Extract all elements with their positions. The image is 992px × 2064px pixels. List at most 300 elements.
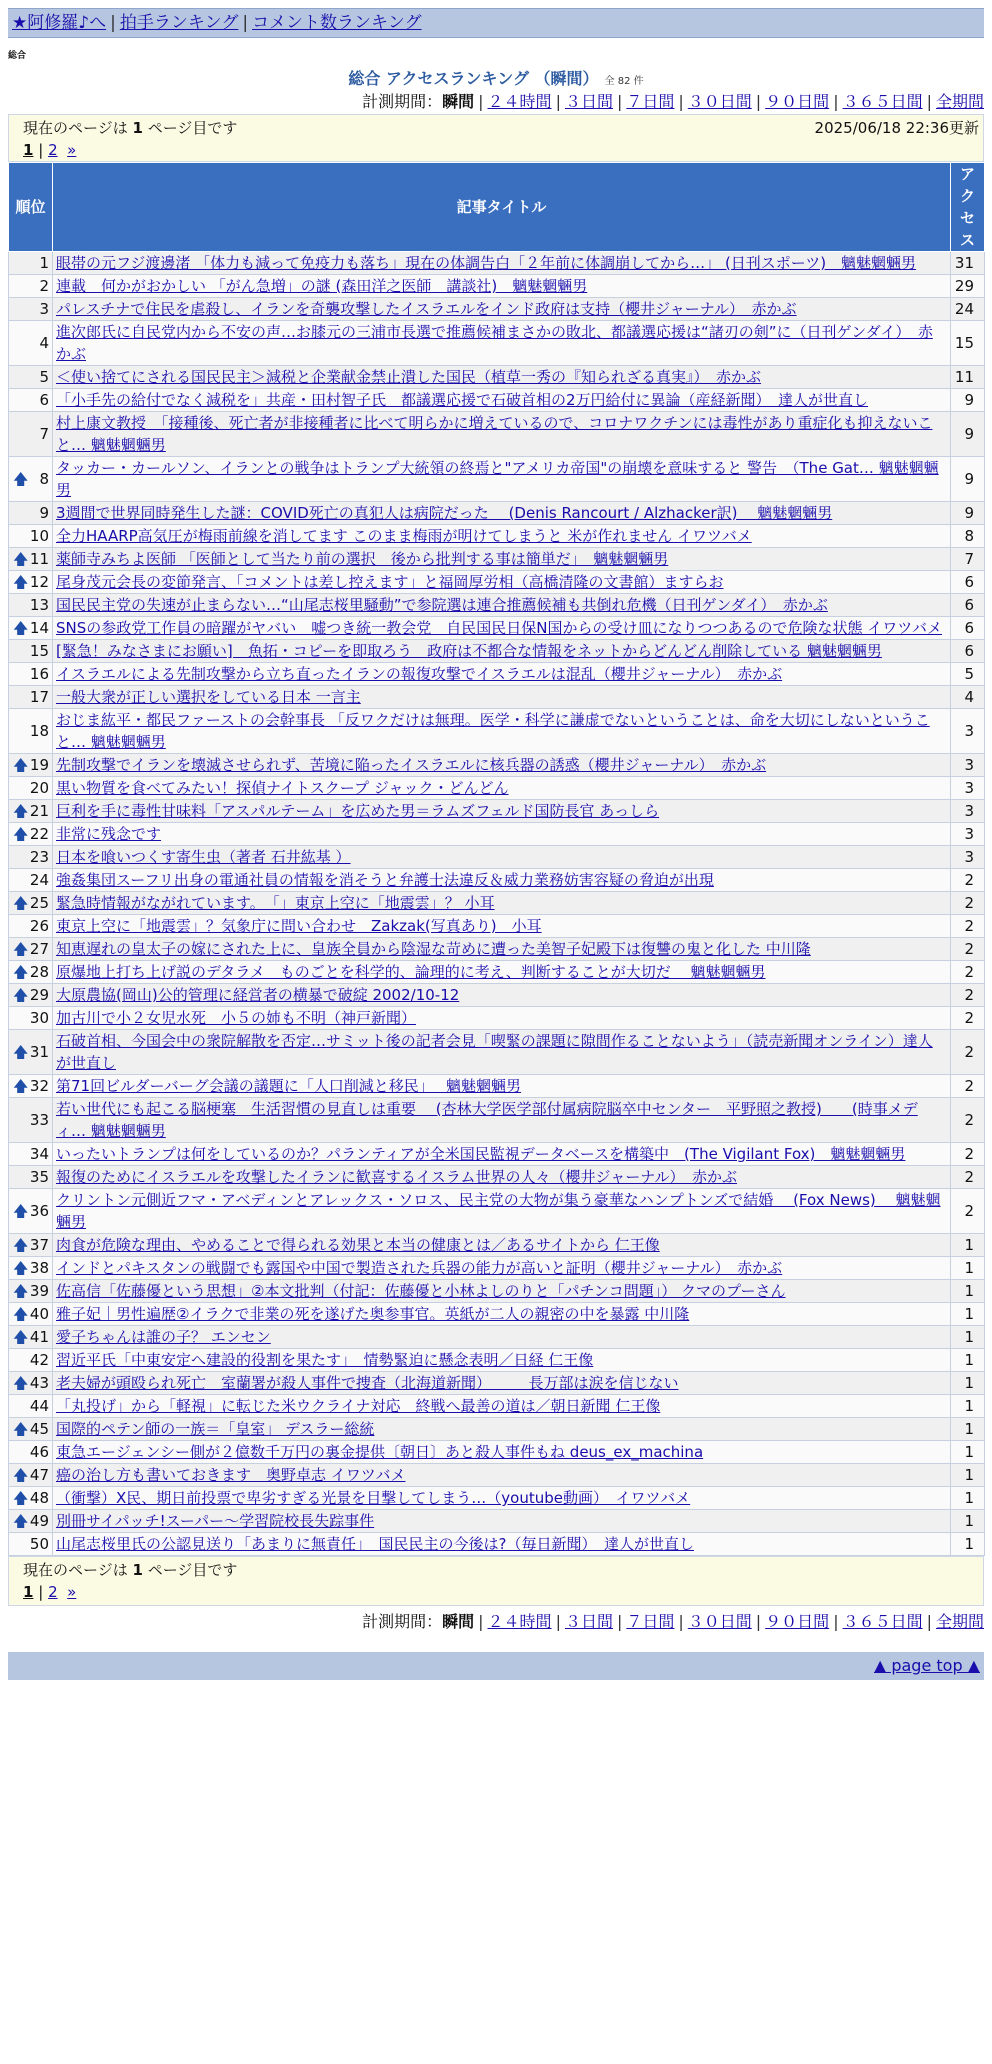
table-row xyxy=(9,1075,985,1098)
page-top-link[interactable]: ▲ page top ▲ xyxy=(873,1656,980,1675)
table-row xyxy=(9,1510,985,1533)
top-nav xyxy=(8,8,984,38)
access-count: 3 xyxy=(951,709,985,754)
rank-cell xyxy=(9,594,53,617)
page-number: 1 xyxy=(132,119,143,137)
rank-cell xyxy=(9,275,53,298)
up-arrow-icon: 🡅 xyxy=(13,1420,29,1438)
rank-cell xyxy=(9,321,53,366)
access-count: 31 xyxy=(951,252,985,275)
table-row xyxy=(9,298,985,321)
title-cell xyxy=(53,1487,951,1510)
article-link[interactable]: イスラエルによる先制攻撃から立ち直ったイランの報復攻撃でイスラエルは混乱（櫻井ジャーナル） 赤かぶ xyxy=(56,665,783,683)
table-row xyxy=(9,869,985,892)
article-link[interactable]: SNSの参政党工作員の暗躍がヤバい 嘘つき統一教会党 自民国民日保N国からの受け皿になりつつあるので危険な状態 イワツバメ xyxy=(56,619,942,637)
article-link[interactable]: 進次郎氏に自民党内から不安の声…お膝元の三浦市長選で推薦候補まさかの敗北、都議選応援は“諸刃の剣”に（日刊ゲンダイ） 赤かぶ xyxy=(56,323,933,363)
rank-number: 45 xyxy=(29,1420,49,1438)
period-separator: | xyxy=(833,1612,839,1631)
article-link[interactable]: 報復のためにイスラエルを攻撃したイランに歓喜するイスラム世界の人々（櫻井ジャーナル） 赤かぶ xyxy=(56,1168,738,1186)
title-cell xyxy=(53,915,951,938)
rank-cell xyxy=(9,915,53,938)
article-link[interactable]: 石破首相、今国会中の衆院解散を否定…サミット後の記者会見「喫緊の課題に隙間作ることないよう」（読売新聞オンライン）達人が世直し xyxy=(56,1032,933,1072)
period-separator: | xyxy=(926,92,932,111)
rank-number: 5 xyxy=(39,368,49,386)
access-count: 3 xyxy=(951,800,985,823)
title-cell xyxy=(53,846,951,869)
title-cell xyxy=(53,1303,951,1326)
pager-separator: | xyxy=(38,1583,44,1601)
period-separator: | xyxy=(755,92,762,111)
article-link[interactable]: 巨利を手に毒性甘味料「アスパルテーム」を広めた男＝ラムズフェルド国防長官 あっしら xyxy=(56,802,660,820)
rank-cell xyxy=(9,777,53,800)
rank-number: 47 xyxy=(29,1466,49,1484)
article-link[interactable]: 愛子ちゃんは誰の子？ エンセン xyxy=(56,1328,271,1346)
rank-cell xyxy=(9,984,53,1007)
article-link[interactable]: クリントン元側近フマ・アベディンとアレックス・ソロス、民主党の大物が集う豪華なハンプトンズで結婚 (Fox News) 魑魅魍魎男 xyxy=(56,1191,941,1231)
article-link[interactable]: 「小手先の給付でなく減税を」共産・田村智子氏 都議選応援で石破首相の2万円給付に異論（産経新聞） 達人が世直し xyxy=(56,391,869,409)
title-cell xyxy=(53,663,951,686)
table-row xyxy=(9,1395,985,1418)
table-row xyxy=(9,389,985,412)
table-row xyxy=(9,1418,985,1441)
title-cell xyxy=(53,366,951,389)
home-link[interactable]: ★阿修羅♪へ xyxy=(12,13,107,33)
period-separator: | xyxy=(833,92,839,111)
rank-cell xyxy=(9,663,53,686)
up-arrow-icon: 🡅 xyxy=(13,619,29,637)
period-link-365d[interactable]: ３６５日間 xyxy=(842,1612,923,1631)
page-prefix: 現在のページは xyxy=(23,1561,128,1579)
page-info-top xyxy=(8,114,984,162)
title-cell xyxy=(53,892,951,915)
article-link[interactable]: 黒い物質を食べてみたい！探偵ナイトスクープ ジャック・どんどん xyxy=(56,779,509,797)
access-count: 2 xyxy=(951,869,985,892)
rank-number: 42 xyxy=(29,1351,49,1369)
up-arrow-icon: 🡅 xyxy=(13,825,29,843)
article-link[interactable]: 若い世代にも起こる脳梗塞 生活習慣の見直しは重要 (杏林大学医学部付属病院脳卒中センター 平野照之教授) (時事メディ… 魑魅魍魎男 xyxy=(56,1100,918,1140)
up-arrow-icon: 🡅 xyxy=(13,1043,29,1061)
rank-number: 12 xyxy=(29,573,49,591)
article-link[interactable]: おじま紘平・都民ファーストの会幹事長 「反ワクだけは無理。医学・科学に謙虚でないということは、命を大切にしないということ… 魑魅魍魎男 xyxy=(56,711,930,751)
rank-cell xyxy=(9,1303,53,1326)
article-link[interactable]: 一般大衆が正しい選択をしている日本 一言主 xyxy=(56,688,361,706)
article-link[interactable]: 非常に残念です xyxy=(56,825,162,843)
table-row xyxy=(9,754,985,777)
rank-number: 33 xyxy=(29,1111,49,1129)
period-link-3d[interactable]: ３日間 xyxy=(564,92,613,111)
up-arrow-icon: 🡅 xyxy=(13,1305,29,1323)
article-link[interactable]: 強姦集団スーフリ出身の電通社員の情報を消そうと弁護士法違反＆威力業務妨害容疑の脅迫が出現 xyxy=(56,871,714,889)
table-row xyxy=(9,1349,985,1372)
article-link[interactable]: タッカー・カールソン、イランとの戦争はトランプ大統領の終焉と"アメリカ帝国"の崩壊を意味すると 警告 （The Gat… 魑魅魍魎男 xyxy=(56,459,939,499)
period-separator: | xyxy=(755,1612,762,1631)
rank-cell xyxy=(9,1189,53,1234)
rank-cell xyxy=(9,571,53,594)
item-count: 全 82 件 xyxy=(604,76,644,87)
article-link[interactable]: 尾身茂元会長の変節発言、「コメントは差し控えます」と福岡厚労相（高橋清隆の文書館）ますらお xyxy=(56,573,724,591)
up-arrow-icon: 🡅 xyxy=(13,1512,29,1530)
table-row xyxy=(9,984,985,1007)
rank-cell xyxy=(9,366,53,389)
article-link[interactable]: 連載 何かがおかしい 「がん急増」の謎 (森田洋之医師 講談社) 魑魅魍魎男 xyxy=(56,277,588,295)
updated-timestamp: 2025/06/18 22:36更新 xyxy=(814,119,979,137)
article-link[interactable]: 薬師寺みちよ医師 「医師として当たり前の選択 後から批判する事は簡単だ」 魑魅魍魎男 xyxy=(56,550,669,568)
title-cell xyxy=(53,1030,951,1075)
pager-next-link[interactable]: » xyxy=(67,1583,77,1601)
rank-cell xyxy=(9,640,53,663)
rank-cell xyxy=(9,1257,53,1280)
article-link[interactable]: 雅子妃｜男性遍歴②イラクで非業の死を遂げた奥参事官。英紙が二人の親密の中を暴露 中川隆 xyxy=(56,1305,690,1323)
table-row xyxy=(9,1166,985,1189)
rank-number: 41 xyxy=(29,1328,49,1346)
rank-number: 27 xyxy=(29,940,49,958)
up-arrow-icon: 🡅 xyxy=(13,1374,29,1392)
article-link[interactable]: いったいトランプは何をしているのか？パランティアが全米国民監視データベースを構築中 (The Vigilant Fox) 魑魅魍魎男 xyxy=(56,1145,906,1163)
rank-number: 49 xyxy=(29,1512,49,1530)
table-row xyxy=(9,777,985,800)
access-count: 6 xyxy=(951,640,985,663)
title-cell xyxy=(53,389,951,412)
period-link-24h[interactable]: ２４時間 xyxy=(487,1612,552,1631)
article-link[interactable]: 国際的ペテン師の一族＝「皇室」 デスラー総統 xyxy=(56,1420,375,1438)
table-row xyxy=(9,321,985,366)
table-row xyxy=(9,1533,985,1556)
title-cell xyxy=(53,1395,951,1418)
table-row xyxy=(9,1257,985,1280)
title-cell xyxy=(53,984,951,1007)
period-link-3d[interactable]: ３日間 xyxy=(564,1612,613,1631)
access-count: 2 xyxy=(951,1166,985,1189)
title-cell xyxy=(53,686,951,709)
article-link[interactable]: 眼帯の元フジ渡邊渚 「体力も減って免疫力も落ち」現在の体調告白「２年前に体調崩してから…」 (日刊スポーツ) 魑魅魍魎男 xyxy=(56,254,917,272)
rank-number: 43 xyxy=(29,1374,49,1392)
up-arrow-icon: 🡅 xyxy=(13,1259,29,1277)
title-cell xyxy=(53,1007,951,1030)
title-cell xyxy=(53,617,951,640)
rank-cell xyxy=(9,502,53,525)
rank-number: 32 xyxy=(29,1077,49,1095)
rank-number: 23 xyxy=(29,848,49,866)
header-title: 記事タイトル xyxy=(53,163,951,252)
page-title: 総合 アクセスランキング （瞬間） xyxy=(348,69,599,88)
article-link[interactable]: 加古川で小２女児水死 小５の姉も不明（神戸新聞） xyxy=(56,1009,417,1027)
title-cell xyxy=(53,1257,951,1280)
table-row xyxy=(9,1372,985,1395)
access-count: 9 xyxy=(951,412,985,457)
period-link-all[interactable]: 全期間 xyxy=(935,92,984,111)
page-info-bottom xyxy=(8,1556,984,1606)
rank-cell xyxy=(9,1098,53,1143)
table-row xyxy=(9,915,985,938)
page-prefix: 現在のページは xyxy=(23,119,128,137)
rank-number: 39 xyxy=(29,1282,49,1300)
table-row xyxy=(9,1487,985,1510)
access-count: 3 xyxy=(951,777,985,800)
article-link[interactable]: 知恵遅れの皇太子の嫁にされた上に、皇族全員から陰湿な苛めに遭った美智子妃殿下は復讐の鬼と化した 中川隆 xyxy=(56,940,811,958)
rank-cell xyxy=(9,1143,53,1166)
period-link-90d[interactable]: ９０日間 xyxy=(765,1612,830,1631)
table-row xyxy=(9,961,985,984)
rank-cell xyxy=(9,709,53,754)
access-count: 1 xyxy=(951,1257,985,1280)
rank-number: 4 xyxy=(39,334,49,352)
pager-bottom xyxy=(23,1581,969,1603)
pager-page-2[interactable]: 2 xyxy=(48,1583,58,1601)
access-count: 9 xyxy=(951,502,985,525)
title-cell xyxy=(53,457,951,502)
pager-page-2[interactable]: 2 xyxy=(48,141,58,159)
period-label: 計測期間： xyxy=(362,92,443,111)
rank-number: 38 xyxy=(29,1259,49,1277)
article-link[interactable]: 佐高信「佐藤優という思想」②本文批判（付記：佐藤優と小林よしのりと「パチンコ問題」） クマのプーさん xyxy=(56,1282,786,1300)
article-link[interactable]: 村上康文教授 「接種後、死亡者が非接種者に比べて明らかに増えているので、コロナワクチンには毒性があり重症化も抑えないこと… 魑魅魍魎男 xyxy=(56,414,933,454)
rank-cell xyxy=(9,1166,53,1189)
title-cell xyxy=(53,298,951,321)
rank-cell xyxy=(9,823,53,846)
access-count: 1 xyxy=(951,1464,985,1487)
title-cell xyxy=(53,1418,951,1441)
title-cell xyxy=(53,252,951,275)
access-count: 3 xyxy=(951,754,985,777)
access-count: 6 xyxy=(951,571,985,594)
article-link[interactable]: 全力HAARP高気圧が梅雨前線を消してます このまま梅雨が明けてしまうと 米が作れません イワツバメ xyxy=(56,527,752,545)
article-link[interactable]: 国民民主党の失速が止まらない…“山尾志桜里騒動”で参院選は連合推薦候補も共倒れ危機（日刊ゲンダイ） 赤かぶ xyxy=(56,596,828,614)
rank-number: 8 xyxy=(39,470,49,488)
access-count: 3 xyxy=(951,823,985,846)
title-cell xyxy=(53,640,951,663)
access-count: 1 xyxy=(951,1303,985,1326)
access-count: 11 xyxy=(951,366,985,389)
rank-cell xyxy=(9,754,53,777)
title-cell xyxy=(53,938,951,961)
article-link[interactable]: 別冊サイパッチ!スーパー～学習院校長失踪事件 xyxy=(56,1512,375,1530)
access-count: 1 xyxy=(951,1372,985,1395)
article-link[interactable]: 東急エージェンシー側が２億数千万円の裏金提供〔朝日〕あと殺人事件もね deus_ex_machina xyxy=(56,1443,704,1461)
access-count: 1 xyxy=(951,1441,985,1464)
header-access: アクセス xyxy=(951,163,985,252)
up-arrow-icon: 🡅 xyxy=(13,802,29,820)
rank-cell xyxy=(9,1464,53,1487)
access-count: 1 xyxy=(951,1349,985,1372)
access-count: 2 xyxy=(951,892,985,915)
article-link[interactable]: ＜使い捨てにされる国民民主＞減税と企業献金禁止潰した国民（植草一秀の『知られざる真実』） 赤かぶ xyxy=(56,368,762,386)
rank-cell xyxy=(9,1326,53,1349)
title-cell xyxy=(53,321,951,366)
title-cell xyxy=(53,502,951,525)
access-count: 2 xyxy=(951,938,985,961)
up-arrow-icon: 🡅 xyxy=(13,1236,29,1254)
table-row xyxy=(9,457,985,502)
table-row xyxy=(9,1234,985,1257)
up-arrow-icon: 🡅 xyxy=(13,1328,29,1346)
title-cell xyxy=(53,525,951,548)
article-link[interactable]: 大原農協(岡山)公的管理に経営者の横暴で破綻 2002/10-12 xyxy=(56,986,460,1004)
title-cell xyxy=(53,1143,951,1166)
table-row xyxy=(9,548,985,571)
rank-number: 20 xyxy=(29,779,49,797)
article-link[interactable]: パレスチナで住民を虐殺し、イランを奇襲攻撃したイスラエルをインド政府は支持（櫻井ジャーナル） 赤かぶ xyxy=(56,300,797,318)
rank-cell xyxy=(9,389,53,412)
access-count: 9 xyxy=(951,457,985,502)
rank-number: 3 xyxy=(39,300,49,318)
access-count: 6 xyxy=(951,594,985,617)
ranking-title xyxy=(8,68,984,90)
title-cell xyxy=(53,275,951,298)
rank-cell xyxy=(9,548,53,571)
period-link-24h[interactable]: ２４時間 xyxy=(487,92,552,111)
period-link-30d[interactable]: ３０日間 xyxy=(687,92,752,111)
rank-number: 18 xyxy=(29,722,49,740)
rank-number: 24 xyxy=(29,871,49,889)
rank-number: 22 xyxy=(29,825,49,843)
article-link[interactable]: 原爆地上打ち上げ説のデタラメ ものごとを科学的、論理的に考え、判断することが大切だ 魑魅魍魎男 xyxy=(56,963,766,981)
access-count: 1 xyxy=(951,1326,985,1349)
page-suffix: ページ目です xyxy=(147,1561,238,1579)
period-separator: | xyxy=(926,1612,932,1631)
article-link[interactable]: 3週間で世界同時発生した謎：COVID死亡の真犯人は病院だった (Denis Rancourt / Alzhacker訳) 魑魅魍魎男 xyxy=(56,504,833,522)
table-row xyxy=(9,892,985,915)
page xyxy=(8,8,984,1680)
rank-cell xyxy=(9,1510,53,1533)
period-link-all[interactable]: 全期間 xyxy=(935,1612,984,1631)
article-link[interactable]: [緊急！みなさまにお願い] 魚拓・コピーを即取ろう 政府は不都合な情報をネットからどんどん削除している 魑魅魍魎男 xyxy=(56,642,882,660)
article-link[interactable]: 老夫婦が頭殴られ死亡 室蘭署が殺人事件で捜査（北海道新聞） 長万部は涙を信じない xyxy=(56,1374,679,1392)
period-label: 計測期間： xyxy=(362,1612,443,1631)
title-cell xyxy=(53,777,951,800)
access-count: 1 xyxy=(951,1533,985,1556)
pager-current: 1 xyxy=(23,141,34,159)
access-count: 1 xyxy=(951,1395,985,1418)
table-row xyxy=(9,1326,985,1349)
article-link[interactable]: 東京上空に「地震雲」？気象庁に問い合わせ Zakzak(写真あり) 小耳 xyxy=(56,917,542,935)
title-cell xyxy=(53,594,951,617)
pager-current: 1 xyxy=(23,1583,34,1601)
up-arrow-icon: 🡅 xyxy=(13,573,29,591)
article-link[interactable]: 第71回ビルダーバーグ会議の議題に「人口削減と移民」 魑魅魍魎男 xyxy=(56,1077,522,1095)
rank-number: 13 xyxy=(29,596,49,614)
title-cell xyxy=(53,1166,951,1189)
table-row xyxy=(9,1280,985,1303)
comment-ranking-link[interactable]: コメント数ランキング xyxy=(252,13,422,33)
article-link[interactable]: 習近平氏「中東安定へ建設的役割を果たす」 情勢緊迫に懸念表明／日経 仁王像 xyxy=(56,1351,594,1369)
footer-bar xyxy=(8,1652,984,1680)
access-count: 2 xyxy=(951,1189,985,1234)
pager-next-link[interactable]: » xyxy=(67,141,77,159)
article-link[interactable]: 肉食が危険な理由、やめることで得られる効果と本当の健康とは／あるサイトから 仁王像 xyxy=(56,1236,660,1254)
period-separator: | xyxy=(678,1612,684,1631)
rank-number: 14 xyxy=(29,619,49,637)
rank-cell xyxy=(9,892,53,915)
title-cell xyxy=(53,548,951,571)
table-row xyxy=(9,571,985,594)
article-link[interactable]: 「丸投げ」から「軽視」に転じた米ウクライナ対応 終戦へ最善の道は／朝日新聞 仁王像 xyxy=(56,1397,661,1415)
title-cell xyxy=(53,1510,951,1533)
rank-number: 28 xyxy=(29,963,49,981)
title-cell xyxy=(53,412,951,457)
access-count: 2 xyxy=(951,1030,985,1075)
up-arrow-icon: 🡅 xyxy=(13,1202,29,1220)
access-count: 1 xyxy=(951,1418,985,1441)
rank-number: 21 xyxy=(29,802,49,820)
rank-number: 17 xyxy=(29,688,49,706)
rank-cell xyxy=(9,800,53,823)
access-count: 4 xyxy=(951,686,985,709)
period-link-90d[interactable]: ９０日間 xyxy=(765,92,830,111)
up-arrow-icon: 🡅 xyxy=(13,940,29,958)
up-arrow-icon: 🡅 xyxy=(13,756,29,774)
rank-number: 50 xyxy=(29,1535,49,1553)
rank-cell xyxy=(9,1030,53,1075)
table-row xyxy=(9,938,985,961)
article-link[interactable]: 癌の治し方も書いておきます 奥野卓志 イワツバメ xyxy=(56,1466,406,1484)
table-body xyxy=(9,252,985,1556)
access-count: 7 xyxy=(951,548,985,571)
rank-number: 30 xyxy=(29,1009,49,1027)
period-separator: | xyxy=(555,92,561,111)
rank-cell xyxy=(9,412,53,457)
table-row xyxy=(9,1030,985,1075)
article-link[interactable]: 日本を喰いつくす寄生虫（著者 石井紘基 ） xyxy=(56,848,351,866)
rank-number: 9 xyxy=(39,504,49,522)
rank-cell xyxy=(9,1075,53,1098)
title-cell xyxy=(53,709,951,754)
title-cell xyxy=(53,1326,951,1349)
pager-top xyxy=(23,139,971,161)
access-count: 29 xyxy=(951,275,985,298)
article-link[interactable]: 山尾志桜里氏の公認見送り「あまりに無責任」 国民民主の今後は?（毎日新聞） 達人が世直し xyxy=(56,1535,694,1553)
rank-cell xyxy=(9,961,53,984)
title-cell xyxy=(53,1098,951,1143)
rank-number: 46 xyxy=(29,1443,49,1461)
access-count: 2 xyxy=(951,1098,985,1143)
period-link-7d[interactable]: ７日間 xyxy=(626,1612,675,1631)
rank-cell xyxy=(9,1234,53,1257)
up-arrow-icon: 🡅 xyxy=(13,963,29,981)
rank-cell xyxy=(9,1280,53,1303)
article-link[interactable]: インドとパキスタンの戦闘でも露国や中国で製造された兵器の能力が高いと証明（櫻井ジャーナル） 赤かぶ xyxy=(56,1259,783,1277)
period-link-365d[interactable]: ３６５日間 xyxy=(842,92,923,111)
rank-number: 25 xyxy=(29,894,49,912)
period-link-30d[interactable]: ３０日間 xyxy=(687,1612,752,1631)
rank-number: 11 xyxy=(29,550,49,568)
article-link[interactable]: 先制攻撃でイランを壊滅させられず、苦境に陥ったイスラエルに核兵器の誘惑（櫻井ジャーナル） 赤かぶ xyxy=(56,756,767,774)
rank-cell xyxy=(9,525,53,548)
access-count: 8 xyxy=(951,525,985,548)
header-rank: 順位 xyxy=(9,163,53,252)
ranking-table xyxy=(8,162,985,1556)
period-link-7d[interactable]: ７日間 xyxy=(626,92,675,111)
article-link[interactable]: 緊急時情報がながれています。 「」東京上空に「地震雲」？ 小耳 xyxy=(56,894,495,912)
access-count: 24 xyxy=(951,298,985,321)
access-count: 2 xyxy=(951,984,985,1007)
title-cell xyxy=(53,1372,951,1395)
rank-number: 31 xyxy=(29,1043,49,1061)
applause-ranking-link[interactable]: 拍手ランキング xyxy=(119,13,239,33)
table-row xyxy=(9,640,985,663)
period-separator: | xyxy=(478,92,484,111)
rank-number: 7 xyxy=(39,425,49,443)
title-cell xyxy=(53,1075,951,1098)
article-link[interactable]: （衝撃）X民、期日前投票で卑劣すぎる光景を目撃してしまう…（youtube動画） イワツバメ xyxy=(56,1489,691,1507)
access-count: 2 xyxy=(951,961,985,984)
rank-cell xyxy=(9,1441,53,1464)
table-row xyxy=(9,412,985,457)
table-row xyxy=(9,1098,985,1143)
table-row xyxy=(9,1441,985,1464)
access-count: 15 xyxy=(951,321,985,366)
rank-cell xyxy=(9,457,53,502)
nav-separator: | xyxy=(110,13,116,33)
